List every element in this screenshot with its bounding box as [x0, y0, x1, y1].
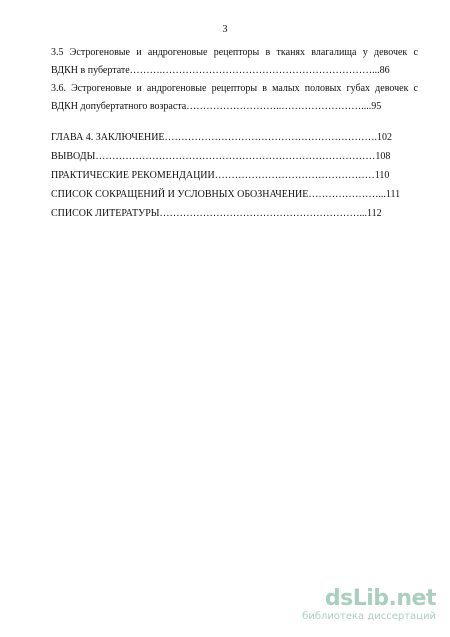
- toc-entry-conclusions: [51, 150, 418, 163]
- toc-entry-chapter-4: [51, 131, 418, 144]
- toc-entry-line: СПИСОК СОКРАЩЕНИЙ И УСЛОВНЫХ ОБОЗНАЧЕНИЕ…………………...111: [51, 189, 401, 200]
- toc-entry-line: ГЛАВА 4. ЗАКЛЮЧЕНИЕ……………………………………………………….102: [51, 132, 393, 143]
- toc-entry-recommendations: [51, 169, 418, 182]
- toc-entry-abbreviations: [51, 188, 418, 201]
- toc-entry-3-6: [51, 82, 418, 113]
- table-of-contents: [51, 40, 418, 220]
- toc-entry-line: ВДКН допубертатного возраста………………………..……………………....95: [51, 101, 382, 112]
- page-number: 3: [222, 24, 228, 35]
- toc-entry-line: СПИСОК ЛИТЕРАТУРЫ……………………………………………………...112: [51, 208, 382, 219]
- toc-entry-line: ПРАКТИЧЕСКИЕ РЕКОМЕНДАЦИИ…………………………………………110: [51, 170, 390, 181]
- toc-entry-line: ВДКН в пубертате……….………………………………………………………...86: [51, 65, 390, 76]
- toc-entry-3-5: [51, 46, 418, 77]
- toc-entry-line: 3.6. Эстрогеновые и андрогеновые рецепторы в малых половых губах девочек с: [51, 83, 418, 94]
- toc-entry-references: [51, 207, 418, 220]
- watermark-subtitle: библиотека диссертаций: [302, 611, 436, 622]
- watermark-logo: dsLib.net: [324, 586, 436, 611]
- watermark: [256, 587, 436, 627]
- toc-entry-line: ВЫВОДЫ…………………………………………………………………………108: [51, 151, 391, 162]
- toc-entry-line: 3.5 Эстрогеновые и андрогеновые рецепторы в тканях влагалища у девочек с: [51, 47, 418, 58]
